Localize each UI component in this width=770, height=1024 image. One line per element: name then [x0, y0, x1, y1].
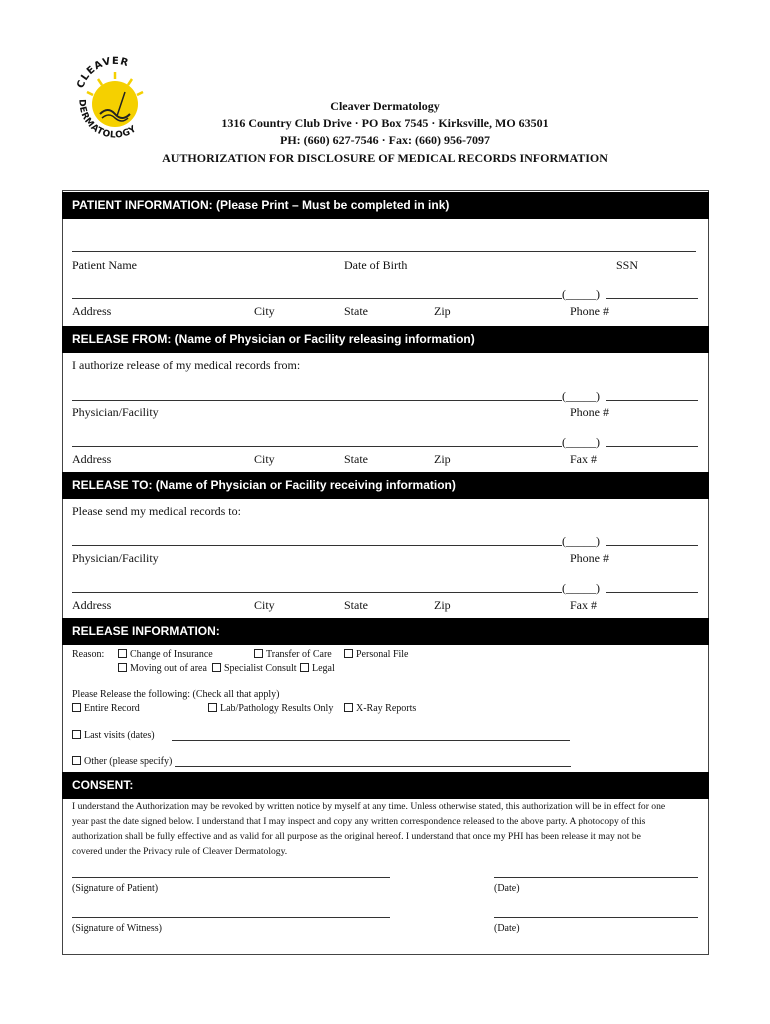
- reason-specialist[interactable]: Specialist Consult: [212, 663, 297, 675]
- item-xray[interactable]: X-Ray Reports: [344, 703, 416, 715]
- from-physician-line[interactable]: [72, 400, 562, 401]
- release-following-label: Please Release the following: (Check all that apply): [72, 689, 280, 700]
- checkbox-icon[interactable]: [72, 756, 81, 765]
- other-option[interactable]: Other (please specify): [72, 756, 172, 768]
- from-address-label: Address: [72, 452, 112, 466]
- from-zip-label: Zip: [434, 452, 451, 466]
- reason-moving[interactable]: Moving out of area: [118, 663, 207, 675]
- form-title: AUTHORIZATION FOR DISCLOSURE OF MEDICAL RECORDS INFORMATION: [162, 151, 608, 165]
- release-from-heading: RELEASE FROM: (Name of Physician or Facility releasing information): [62, 326, 709, 353]
- witness-date-label: (Date): [494, 923, 520, 934]
- checkbox-icon[interactable]: [118, 663, 127, 672]
- consent-line: covered under the Privacy rule of Cleaver Dermatology.: [72, 846, 288, 857]
- from-fax-line[interactable]: [606, 446, 698, 447]
- consent-heading: CONSENT:: [62, 772, 709, 799]
- consent-line: I understand the Authorization may be revoked by written notice by myself at any time. Unless otherwise stated, this authorization will be in effect for one: [72, 801, 666, 812]
- clinic-name: Cleaver Dermatology: [330, 99, 440, 113]
- ssn-label: SSN: [616, 258, 639, 272]
- checkbox-icon[interactable]: [72, 730, 81, 739]
- checkbox-icon[interactable]: [208, 703, 217, 712]
- patient-date-label: (Date): [494, 883, 520, 894]
- to-address-label: Address: [72, 598, 112, 612]
- city-label: City: [254, 304, 275, 318]
- reason-personal-file[interactable]: Personal File: [344, 649, 409, 661]
- patient-info-heading: PATIENT INFORMATION: (Please Print – Must be completed in ink): [62, 192, 709, 219]
- other-line[interactable]: [175, 766, 571, 767]
- reason-change-insurance[interactable]: Change of Insurance: [118, 649, 213, 661]
- from-fax-area-code[interactable]: (_____): [562, 435, 600, 449]
- logo-top-text: CLEAVER: [75, 55, 131, 90]
- phone-label: Phone #: [570, 304, 609, 318]
- state-label: State: [344, 304, 368, 318]
- reason-transfer-care[interactable]: Transfer of Care: [254, 649, 332, 661]
- clinic-address: 1316 Country Club Drive · PO Box 7545 · Kirksville, MO 63501: [221, 116, 549, 130]
- to-fax-area-code[interactable]: (_____): [562, 581, 600, 595]
- patient-signature-label: (Signature of Patient): [72, 883, 159, 894]
- patient-date-line[interactable]: [494, 877, 698, 878]
- last-visits-option[interactable]: Last visits (dates): [72, 730, 155, 742]
- checkbox-icon[interactable]: [72, 703, 81, 712]
- to-zip-label: Zip: [434, 598, 451, 612]
- witness-signature-line[interactable]: [72, 917, 390, 918]
- to-phone-line[interactable]: [606, 545, 698, 546]
- witness-date-line[interactable]: [494, 917, 698, 918]
- item-lab-results[interactable]: Lab/Pathology Results Only: [208, 703, 333, 715]
- item-entire-record[interactable]: Entire Record: [72, 703, 140, 715]
- logo-bottom-text: DERMATOLOGY: [76, 99, 139, 141]
- from-phone-area-code[interactable]: (_____): [562, 389, 600, 403]
- to-phone-label: Phone #: [570, 551, 609, 565]
- consent-line: authorization shall be fully effective and as valid for all purpose as the original hereof. I understand that once my PHI has been release it may not be: [72, 831, 641, 842]
- dob-label: Date of Birth: [344, 258, 408, 272]
- from-state-label: State: [344, 452, 368, 466]
- checkbox-icon[interactable]: [212, 663, 221, 672]
- from-fax-label: Fax #: [570, 452, 597, 466]
- patient-name-line[interactable]: [72, 251, 696, 252]
- to-city-label: City: [254, 598, 275, 612]
- zip-label: Zip: [434, 304, 451, 318]
- from-phone-line[interactable]: [606, 400, 698, 401]
- patient-address-line[interactable]: [72, 298, 562, 299]
- to-fax-line[interactable]: [606, 592, 698, 593]
- from-phone-label: Phone #: [570, 405, 609, 419]
- release-info-heading: RELEASE INFORMATION:: [62, 618, 709, 645]
- witness-signature-label: (Signature of Witness): [72, 923, 162, 934]
- checkbox-icon[interactable]: [254, 649, 263, 658]
- from-address-line[interactable]: [72, 446, 562, 447]
- phone-area-code[interactable]: (_____): [562, 287, 600, 301]
- reason-label: Reason:: [72, 649, 105, 660]
- last-visits-line[interactable]: [172, 740, 570, 741]
- consent-line: year past the date signed below. I understand that I may inspect and copy any written correspondence released to the above party. A photocopy of this: [72, 816, 646, 827]
- to-physician-label: Physician/Facility: [72, 551, 159, 565]
- to-fax-label: Fax #: [570, 598, 597, 612]
- to-address-line[interactable]: [72, 592, 562, 593]
- release-to-heading: RELEASE TO: (Name of Physician or Facility receiving information): [62, 472, 709, 499]
- address-label: Address: [72, 304, 112, 318]
- phone-number-line[interactable]: [606, 298, 698, 299]
- to-physician-line[interactable]: [72, 545, 562, 546]
- checkbox-icon[interactable]: [344, 649, 353, 658]
- to-phone-area-code[interactable]: (_____): [562, 534, 600, 548]
- patient-name-label: Patient Name: [72, 258, 137, 272]
- checkbox-icon[interactable]: [300, 663, 309, 672]
- from-physician-label: Physician/Facility: [72, 405, 159, 419]
- consent-text: [72, 799, 702, 859]
- checkbox-icon[interactable]: [118, 649, 127, 658]
- clinic-phones: PH: (660) 627-7546 · Fax: (660) 956-7097: [280, 133, 490, 147]
- to-state-label: State: [344, 598, 368, 612]
- release-to-intro: Please send my medical records to:: [72, 504, 241, 518]
- reason-legal[interactable]: Legal: [300, 663, 335, 675]
- patient-signature-line[interactable]: [72, 877, 390, 878]
- release-from-intro: I authorize release of my medical records from:: [72, 358, 301, 372]
- checkbox-icon[interactable]: [344, 703, 353, 712]
- from-city-label: City: [254, 452, 275, 466]
